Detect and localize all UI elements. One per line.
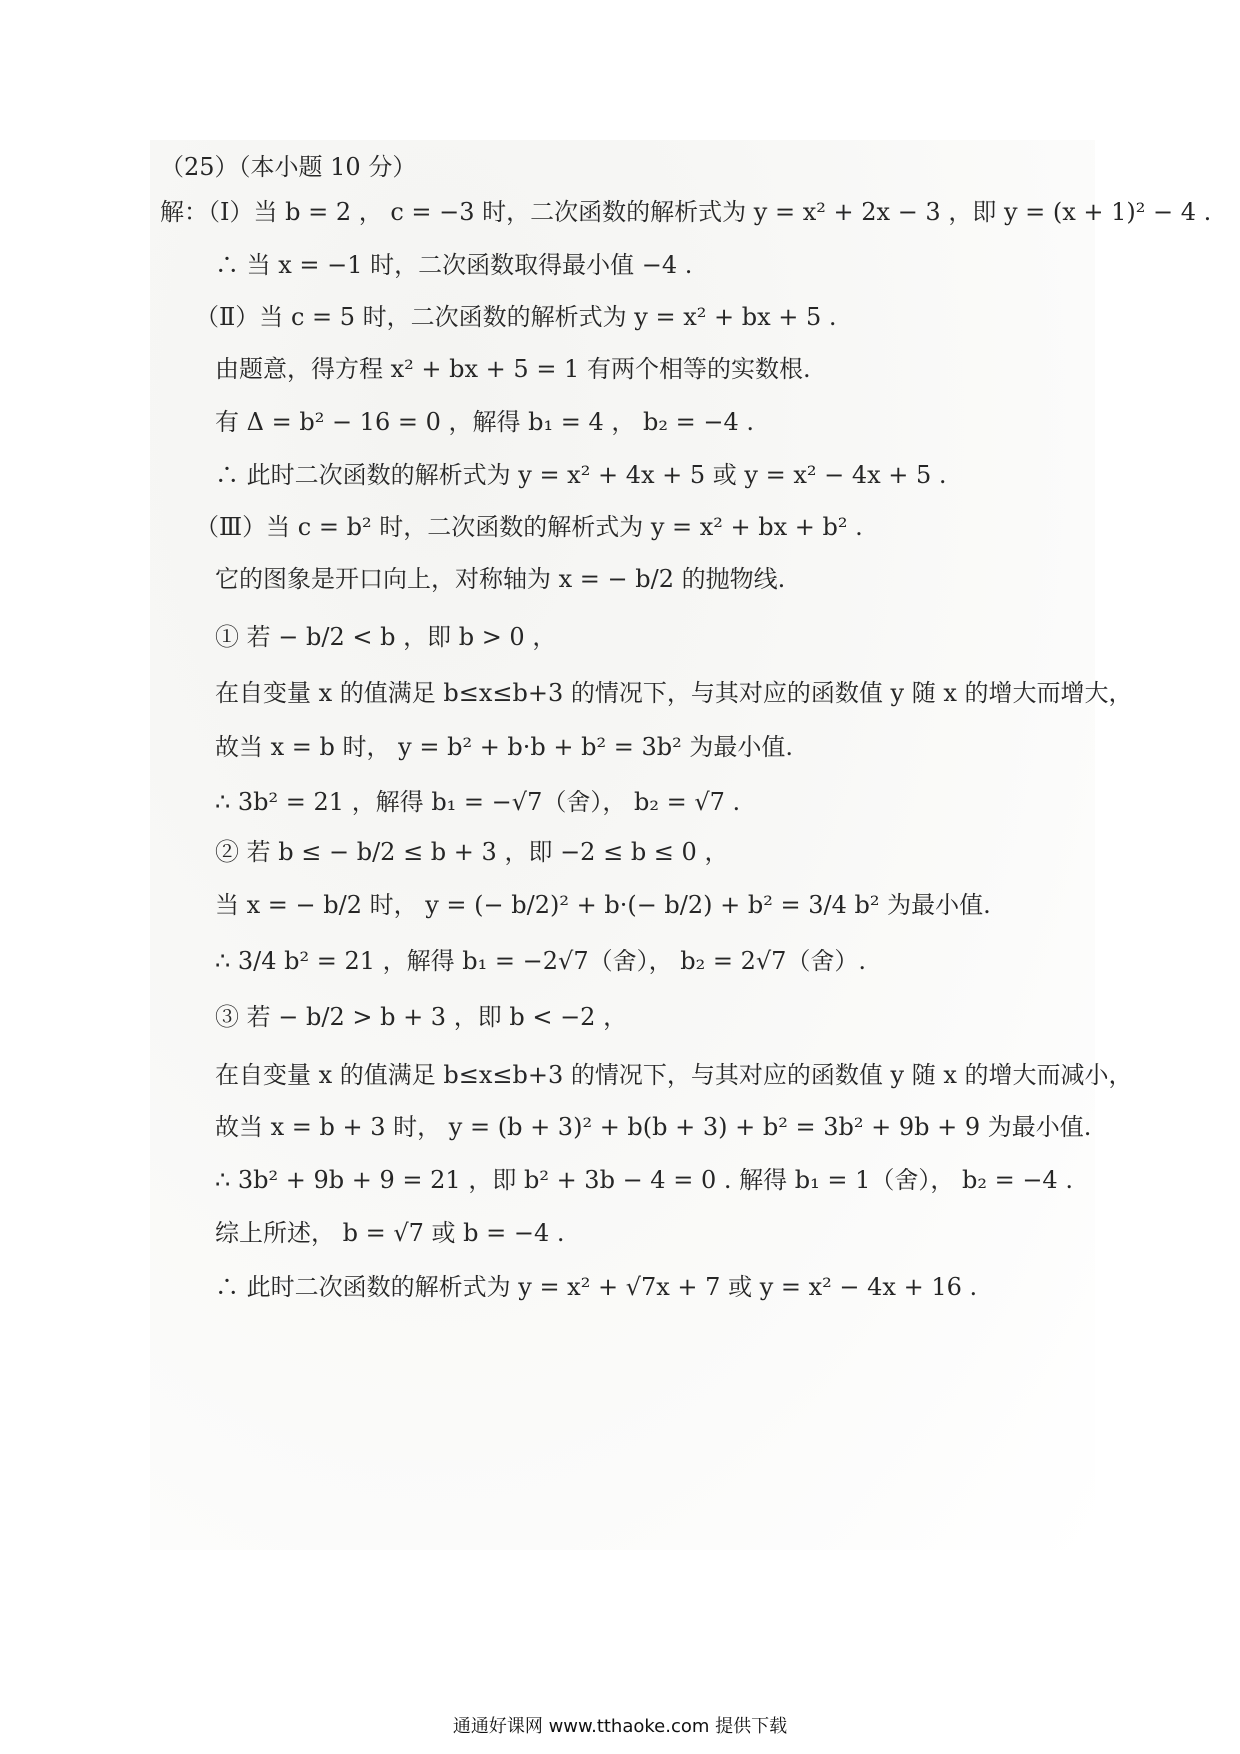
- solution-line-10: 在自变量 x 的值满足 b≤x≤b+3 的情况下，与其对应的函数值 y 随 x 的增大而增大，: [215, 679, 1133, 707]
- solution-line-13: ② 若 b ≤ − b/2 ≤ b + 3 ，即 −2 ≤ b ≤ 0 ，: [215, 838, 729, 866]
- solution-line-11: 故当 x = b 时， y = b² + b·b + b² = 3b² 为最小值.: [215, 733, 794, 761]
- problem-header: （25）（本小题 10 分）: [160, 153, 417, 181]
- solution-line-20: 综上所述， b = √7 或 b = −4 .: [215, 1219, 565, 1247]
- solution-line-12: ∴ 3b² = 21 ，解得 b₁ = −√7（舍）， b₂ = √7 .: [215, 788, 741, 816]
- solution-line-9: ① 若 − b/2 < b ，即 b > 0 ，: [215, 623, 557, 651]
- solution-line-19: ∴ 3b² + 9b + 9 = 21 ，即 b² + 3b − 4 = 0 . 解得 b₁ = 1（舍）， b₂ = −4 .: [215, 1166, 1073, 1194]
- solution-line-14: 当 x = − b/2 时， y = (− b/2)² + b·(− b/2) + b² = 3/4 b² 为最小值.: [215, 891, 991, 919]
- solution-line-7: （Ⅲ）当 c = b² 时，二次函数的解析式为 y = x² + bx + b² .: [195, 513, 863, 541]
- download-footer: 通通好课网 www.tthaoke.com 提供下载: [452, 1716, 788, 1737]
- solution-line-15: ∴ 3/4 b² = 21 ，解得 b₁ = −2√7（舍）， b₂ = 2√7（舍）.: [215, 947, 867, 975]
- solution-line-21: ∴ 此时二次函数的解析式为 y = x² + √7x + 7 或 y = x² − 4x + 16 .: [215, 1273, 978, 1301]
- solution-line-18: 故当 x = b + 3 时， y = (b + 3)² + b(b + 3) + b² = 3b² + 9b + 9 为最小值.: [215, 1113, 1092, 1141]
- solution-line-8: 它的图象是开口向上，对称轴为 x = − b/2 的抛物线.: [215, 565, 786, 593]
- solution-line-17: 在自变量 x 的值满足 b≤x≤b+3 的情况下，与其对应的函数值 y 随 x 的增大而减小，: [215, 1061, 1133, 1089]
- solution-line-3: （Ⅱ）当 c = 5 时，二次函数的解析式为 y = x² + bx + 5 .: [195, 303, 837, 331]
- solution-line-16: ③ 若 − b/2 > b + 3 ，即 b < −2 ，: [215, 1003, 628, 1031]
- solution-line-2: ∴ 当 x = −1 时，二次函数取得最小值 −4 .: [215, 251, 693, 279]
- solution-line-6: ∴ 此时二次函数的解析式为 y = x² + 4x + 5 或 y = x² − 4x + 5 .: [215, 461, 947, 489]
- solution-line-5: 有 Δ = b² − 16 = 0 ，解得 b₁ = 4 ， b₂ = −4 .: [215, 408, 754, 436]
- solution-line-4: 由题意，得方程 x² + bx + 5 = 1 有两个相等的实数根.: [215, 355, 811, 383]
- solution-line-1: 解：（Ⅰ）当 b = 2 ， c = −3 时，二次函数的解析式为 y = x² + 2x − 3 ，即 y = (x + 1)² − 4 .: [160, 198, 1212, 226]
